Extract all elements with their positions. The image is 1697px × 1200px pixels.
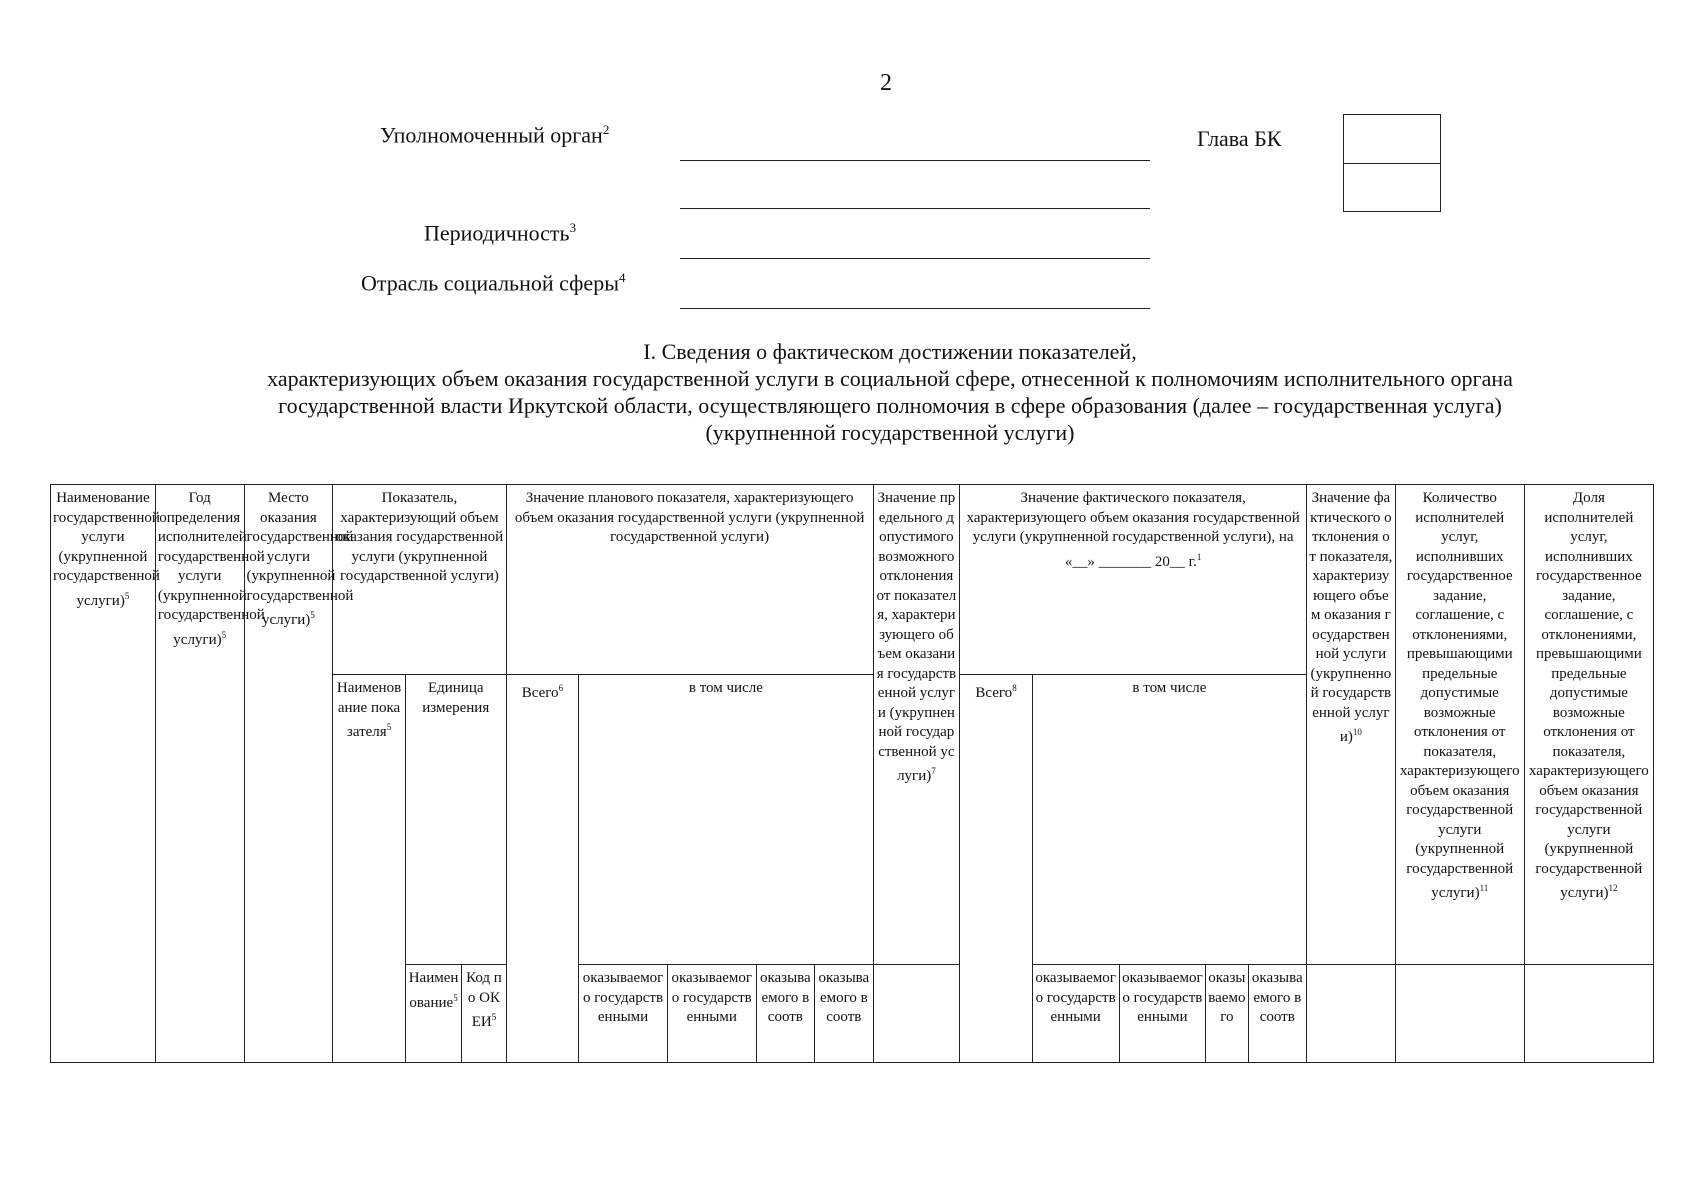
col-executors-count: Количество исполнителей услуг, исполнивших государственное задание, соглашение, с отклонениями, превышающими предельные допустимые возможные отклонения от показателя, характеризующего объем оказания государственной услуги (укрупненной государственной услуги)$^{11}$ — [1395, 485, 1524, 965]
section-title-line-4: (укрупненной государственной услуги) — [705, 420, 1075, 445]
actual-date: «__» _______ 20__ г. — [1064, 553, 1197, 570]
col-actual-deviation: Значение фактического отклонения от показателя, характеризующего объем оказания государственной услуги (укрупненной государственной услуги)$^{10}$ — [1307, 485, 1396, 965]
actual-deviation-blank — [1307, 965, 1396, 1063]
report-table — [50, 484, 1654, 1063]
col-year: Год определения исполнителей государственной услуги (укрупненной государственной услуги)$^5$ — [155, 485, 244, 1063]
social-sector-line[interactable] — [680, 308, 1150, 309]
col-planned-including: в том числе — [579, 675, 873, 965]
planned-sub-1: оказываемого государственными — [579, 965, 668, 1063]
col-unit: Единица измерения — [405, 675, 506, 965]
periodicity-label: Периодичность$^3$ — [424, 220, 577, 246]
executors-count-blank — [1395, 965, 1524, 1063]
col-unit-code: Код по ОКЕИ$^5$ — [462, 965, 506, 1063]
periodicity-line[interactable] — [680, 258, 1150, 259]
col-max-deviation: Значение предельного допустимого возможного отклонения от показателя, характеризующего объем оказания государственной услуги (укрупненной государственной услуги)$^7$ — [873, 485, 960, 965]
col-indicator: Показатель, характеризующий объем оказания государственной услуги (укрупненной государственной услуги) — [333, 485, 506, 675]
section-title-line-2: характеризующих объем оказания государственной услуги в социальной сфере, отнесенной к полномочиям исполнительного органа — [267, 366, 1513, 391]
col-planned: Значение планового показателя, характеризующего объем оказания государственной услуги (укрупненной государственной услуги) — [506, 485, 873, 675]
actual-sub-3: оказываемого — [1206, 965, 1248, 1063]
col-planned-total: Всего$^6$ — [506, 675, 579, 1063]
actual-sub-4: оказываемого в соотв — [1248, 965, 1307, 1063]
col-executors-share: Доля исполнителей услуг, исполнивших государственное задание, соглашение, с отклонениями, превышающими предельные допустимые возможные отклонения от показателя, характеризующего объем оказания государственной услуги (укрупненной государственной услуги)$^{12}$ — [1524, 485, 1653, 965]
col-service-name: Наименование государственной услуги (укрупненной государственной услуги)$^5$ — [51, 485, 156, 1063]
col-indicator-name: Наименование показателя$^5$ — [333, 675, 406, 1063]
col-unit-name: Наименование$^5$ — [405, 965, 461, 1063]
actual-sub-1: оказываемого государственными — [1032, 965, 1119, 1063]
authorized-body-label: Уполномоченный орган$^2$ — [380, 122, 610, 148]
planned-sub-2: оказываемого государственными — [667, 965, 756, 1063]
col-actual-including: в том числе — [1032, 675, 1306, 965]
executors-share-blank — [1524, 965, 1653, 1063]
authorized-body-line-1[interactable] — [680, 160, 1150, 161]
col-actual-total: Всего$^8$ — [960, 675, 1033, 1063]
section-title-line-3: государственной власти Иркутской области, осуществляющего полномочия в сфере образования (далее – государственная услуга) — [278, 393, 1502, 418]
col-place: Место оказания государственной услуги (укрупненной государственной услуги)$^5$ — [244, 485, 333, 1063]
planned-sub-4: оказываемого в соотв — [815, 965, 873, 1063]
col-actual: Значение фактического показателя, характеризующего объем оказания государственной услуги (укрупненной государственной услуги), на «__» _______ 20__ г.$^1$ — [960, 485, 1307, 675]
section-title — [120, 338, 1660, 446]
max-deviation-blank — [873, 965, 960, 1063]
page-number: 2 — [880, 70, 892, 96]
actual-sub-2: оказываемого государственными — [1119, 965, 1206, 1063]
code-box-divider — [1344, 163, 1440, 164]
budget-chapter-code-box[interactable] — [1343, 114, 1441, 212]
authorized-body-line-2[interactable] — [680, 208, 1150, 209]
social-sector-label: Отрасль социальной сферы$^4$ — [361, 270, 626, 296]
section-title-line-1: I. Сведения о фактическом достижении показателей, — [643, 339, 1137, 364]
budget-chapter-label: Глава БК — [1197, 126, 1282, 151]
planned-sub-3: оказываемого в соотв — [756, 965, 814, 1063]
